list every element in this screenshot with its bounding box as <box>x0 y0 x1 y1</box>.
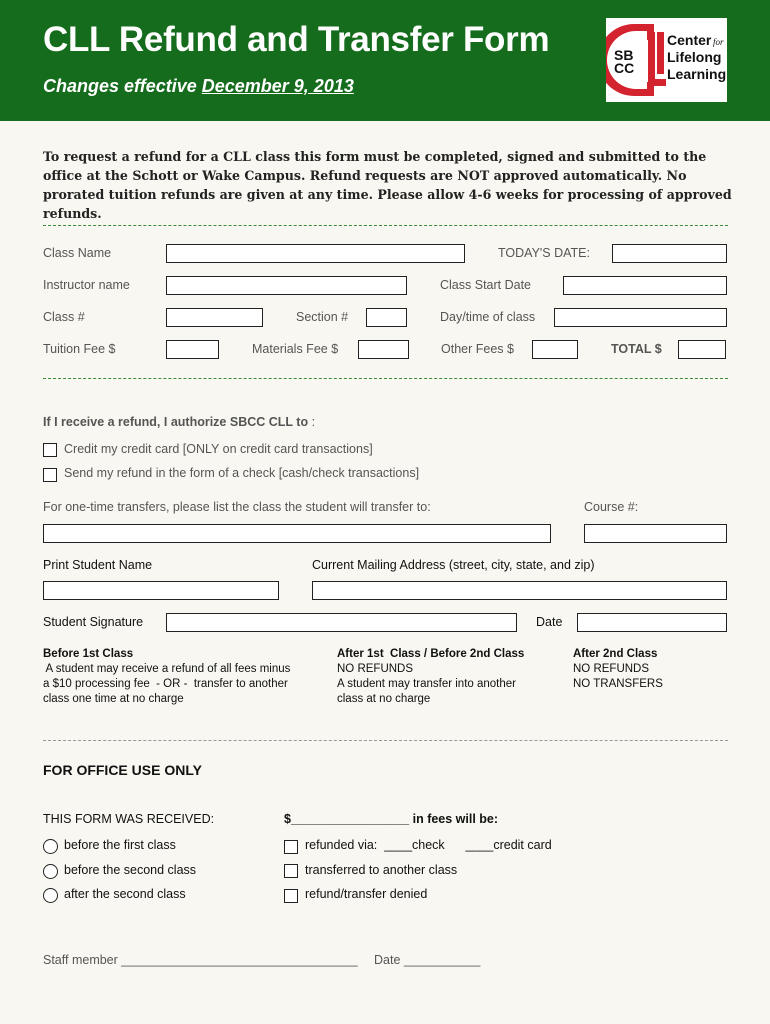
received-before-second-label: before the second class <box>64 863 197 877</box>
course-number-label: Course #: <box>584 500 639 514</box>
cll-logo <box>606 18 727 102</box>
divider <box>43 378 728 379</box>
subtitle-prefix: Changes effective <box>43 76 197 96</box>
logo-for: for <box>713 37 724 47</box>
tuition-fee-field[interactable] <box>166 340 219 359</box>
staff-member-field[interactable]: Staff member __________________________________ <box>43 953 358 967</box>
divider <box>43 225 728 226</box>
policy-after-second <box>573 647 733 692</box>
authorize-heading-tail: : <box>308 415 316 429</box>
policy-heading: After 1st Class / Before 2nd Class <box>337 648 525 660</box>
policy-line: NO REFUNDS <box>573 663 650 675</box>
form-subtitle <box>43 76 354 97</box>
class-name-label: Class Name <box>43 246 112 260</box>
transferred-checkbox[interactable] <box>284 864 298 878</box>
office-use-title: FOR OFFICE USE ONLY <box>43 762 202 778</box>
form-received-label: THIS FORM WAS RECEIVED: <box>43 812 215 826</box>
received-after-second-radio[interactable] <box>43 888 58 903</box>
effective-date: December 9, 2013 <box>201 76 354 96</box>
staff-date-field[interactable]: Date ___________ <box>374 953 481 967</box>
signature-date-field[interactable] <box>577 613 727 632</box>
instructor-field[interactable] <box>166 276 407 295</box>
policy-line: class at no charge <box>337 693 431 705</box>
policy-heading: Before 1st Class <box>43 648 134 660</box>
transferred-label: transferred to another class <box>305 863 458 877</box>
authorize-heading-bold: If I receive a refund, I authorize SBCC CLL to <box>43 415 309 429</box>
policy-line: NO REFUNDS <box>337 663 414 675</box>
class-name-field[interactable] <box>166 244 465 263</box>
section-label: Section # <box>296 310 349 324</box>
fees-label: $_________________ in fees will be: <box>284 812 499 826</box>
check-refund-checkbox[interactable] <box>43 468 57 482</box>
received-before-second-radio[interactable] <box>43 864 58 879</box>
class-start-label: Class Start Date <box>440 278 532 292</box>
intro-paragraph: To request a refund for a CLL class this form must be completed, signed and submitted to the office at the Schott or Wake Campus. Refund requests are NOT approved automatically. No prorated tuition refunds are given at any time. Please allow 4-6 weeks for processing of approved refunds. <box>43 149 732 221</box>
credit-card-checkbox[interactable] <box>43 443 57 457</box>
todays-date-label: TODAY'S DATE: <box>498 246 590 260</box>
signature-label: Student Signature <box>43 615 144 629</box>
other-fees-field[interactable] <box>532 340 578 359</box>
student-name-field[interactable] <box>43 581 279 600</box>
divider <box>43 740 728 741</box>
total-label: TOTAL $ <box>611 342 662 356</box>
received-before-first-label: before the first class <box>64 838 176 852</box>
materials-fee-field[interactable] <box>358 340 409 359</box>
todays-date-field[interactable] <box>612 244 727 263</box>
form-title: CLL Refund and Transfer Form <box>43 20 550 59</box>
tuition-fee-label: Tuition Fee $ <box>43 342 116 356</box>
cll-logo-graphic <box>606 18 727 102</box>
mailing-address-label: Current Mailing Address (street, city, state, and zip) <box>312 558 595 572</box>
day-time-field[interactable] <box>554 308 727 327</box>
denied-label: refund/transfer denied <box>305 887 428 901</box>
policy-before-first <box>43 647 323 707</box>
logo-learning: Learning <box>667 66 727 82</box>
student-name-label: Print Student Name <box>43 558 153 572</box>
check-refund-option-label: Send my refund in the form of a check [cash/check transactions] <box>64 466 420 480</box>
signature-field[interactable] <box>166 613 517 632</box>
logo-cc: CC <box>614 60 635 76</box>
section-field[interactable] <box>366 308 407 327</box>
mailing-address-field[interactable] <box>312 581 727 600</box>
policy-line: NO TRANSFERS <box>573 678 663 690</box>
authorize-heading <box>43 415 315 429</box>
day-time-label: Day/time of class <box>440 310 536 324</box>
transfer-class-field[interactable] <box>43 524 551 543</box>
policy-line: A student may receive a refund of all fees minus <box>43 663 291 675</box>
policy-after-first <box>337 647 557 707</box>
class-start-field[interactable] <box>563 276 727 295</box>
logo-sb: SB <box>614 47 634 63</box>
total-field[interactable] <box>678 340 726 359</box>
logo-center: Center <box>667 32 712 48</box>
signature-date-label: Date <box>536 615 563 629</box>
course-number-field[interactable] <box>584 524 727 543</box>
policy-line: a $10 processing fee - OR - transfer to another <box>43 678 288 690</box>
transfer-prompt: For one-time transfers, please list the class the student will transfer to: <box>43 500 431 514</box>
policy-line: A student may transfer into another <box>337 678 516 690</box>
instructor-label: Instructor name <box>43 278 130 292</box>
policy-line: class one time at no charge <box>43 693 184 705</box>
denied-checkbox[interactable] <box>284 889 298 903</box>
class-number-label: Class # <box>43 310 85 324</box>
refunded-via-label: refunded via: ____check ____credit card <box>305 838 552 852</box>
credit-card-option-label: Credit my credit card [ONLY on credit card transactions] <box>64 442 373 456</box>
refunded-via-checkbox[interactable] <box>284 840 298 854</box>
header-banner <box>0 0 770 121</box>
policy-heading: After 2nd Class <box>573 648 658 660</box>
other-fees-label: Other Fees $ <box>441 342 514 356</box>
received-before-first-radio[interactable] <box>43 839 58 854</box>
logo-lifelong: Lifelong <box>667 49 722 65</box>
received-after-second-label: after the second class <box>64 887 186 901</box>
materials-fee-label: Materials Fee $ <box>252 342 339 356</box>
class-number-field[interactable] <box>166 308 263 327</box>
